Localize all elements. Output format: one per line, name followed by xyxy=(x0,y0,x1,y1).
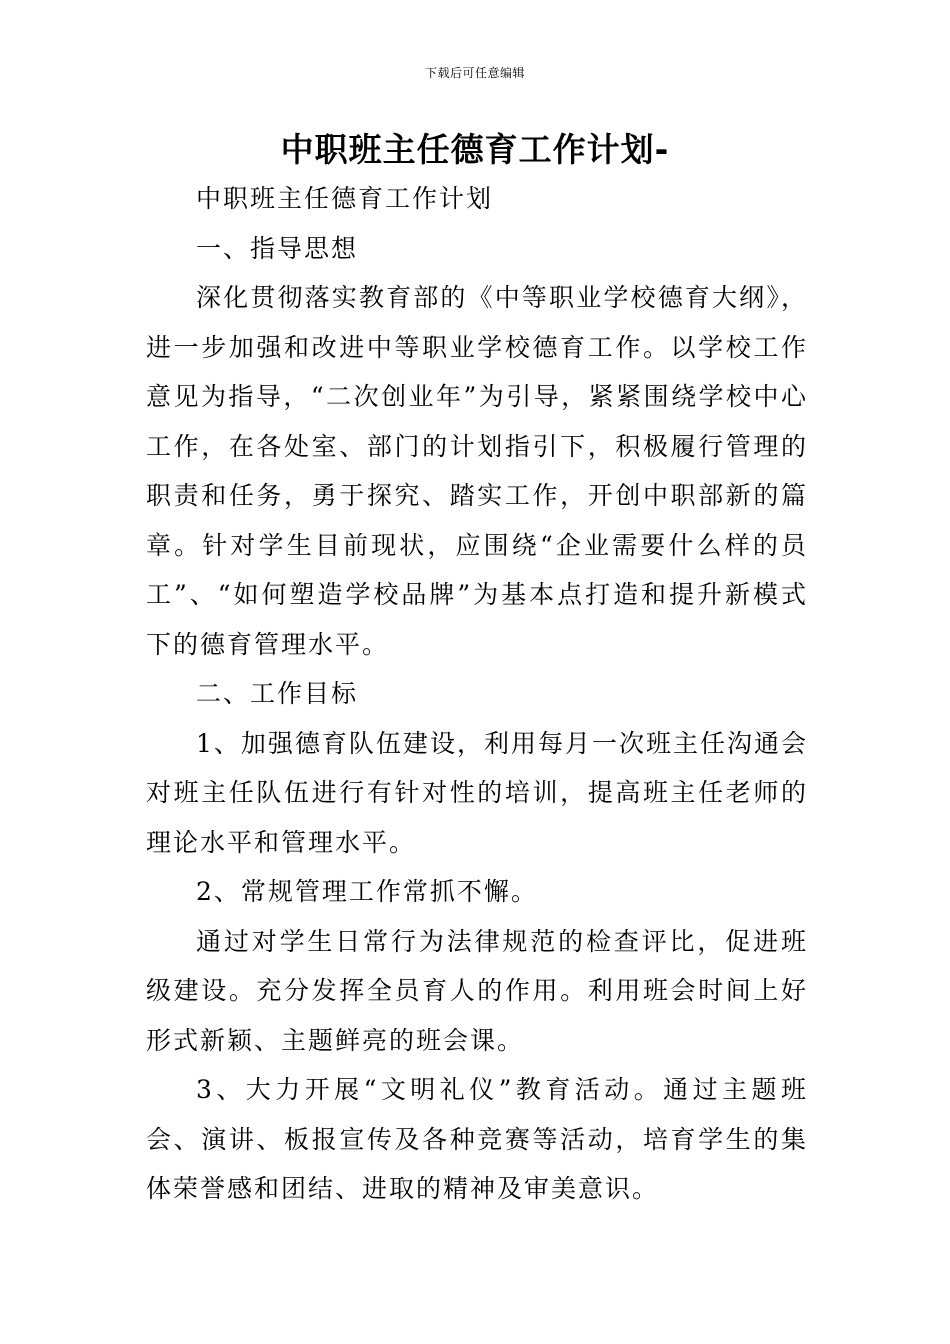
body-paragraph: 1、加强德育队伍建设，利用每月一次班主任沟通会对班主任队伍进行有针对性的培训，提高班主任老师的理论水平和管理水平。 xyxy=(146,728,808,857)
section-heading-guiding-thought: 一、指导思想 xyxy=(196,233,359,263)
body-paragraph: 2、常规管理工作常抓不懈。 xyxy=(196,877,538,906)
body-paragraph: 通过对学生日常行为法律规范的检查评比，促进班级建设。充分发挥全员育人的作用。利用班会时间上好形式新颖、主题鲜亮的班会课。 xyxy=(146,926,808,1055)
body-paragraph: 深化贯彻落实教育部的《中等职业学校德育大纲》，进一步加强和改进中等职业学校德育工作。以学校工作意见为指导，“二次创业年”为引导，紧紧围绕学校中心工作，在各处室、部门的计划指引下，积极履行管理的职责和任务，勇于探究、踏实工作，开创中职部新的篇章。针对学生目前现状，应围绕“企业需要什么样的员工”、“如何塑造学校品牌”为基本点打造和提升新模式下的德育管理水平。 xyxy=(146,283,808,659)
header-note: 下载后可任意编辑 xyxy=(424,66,525,80)
document-body xyxy=(146,174,808,1214)
body-paragraph: 3、大力开展“文明礼仪”教育活动。通过主题班会、演讲、板报宣传及各种竞赛等活动，培育学生的集体荣誉感和团结、进取的精神及审美意识。 xyxy=(146,1075,808,1203)
document-title: 中职班主任德育工作计划- xyxy=(280,130,670,169)
section-heading-work-goals: 二、工作目标 xyxy=(196,679,359,708)
subtitle-paragraph: 中职班主任德育工作计划 xyxy=(196,184,494,213)
